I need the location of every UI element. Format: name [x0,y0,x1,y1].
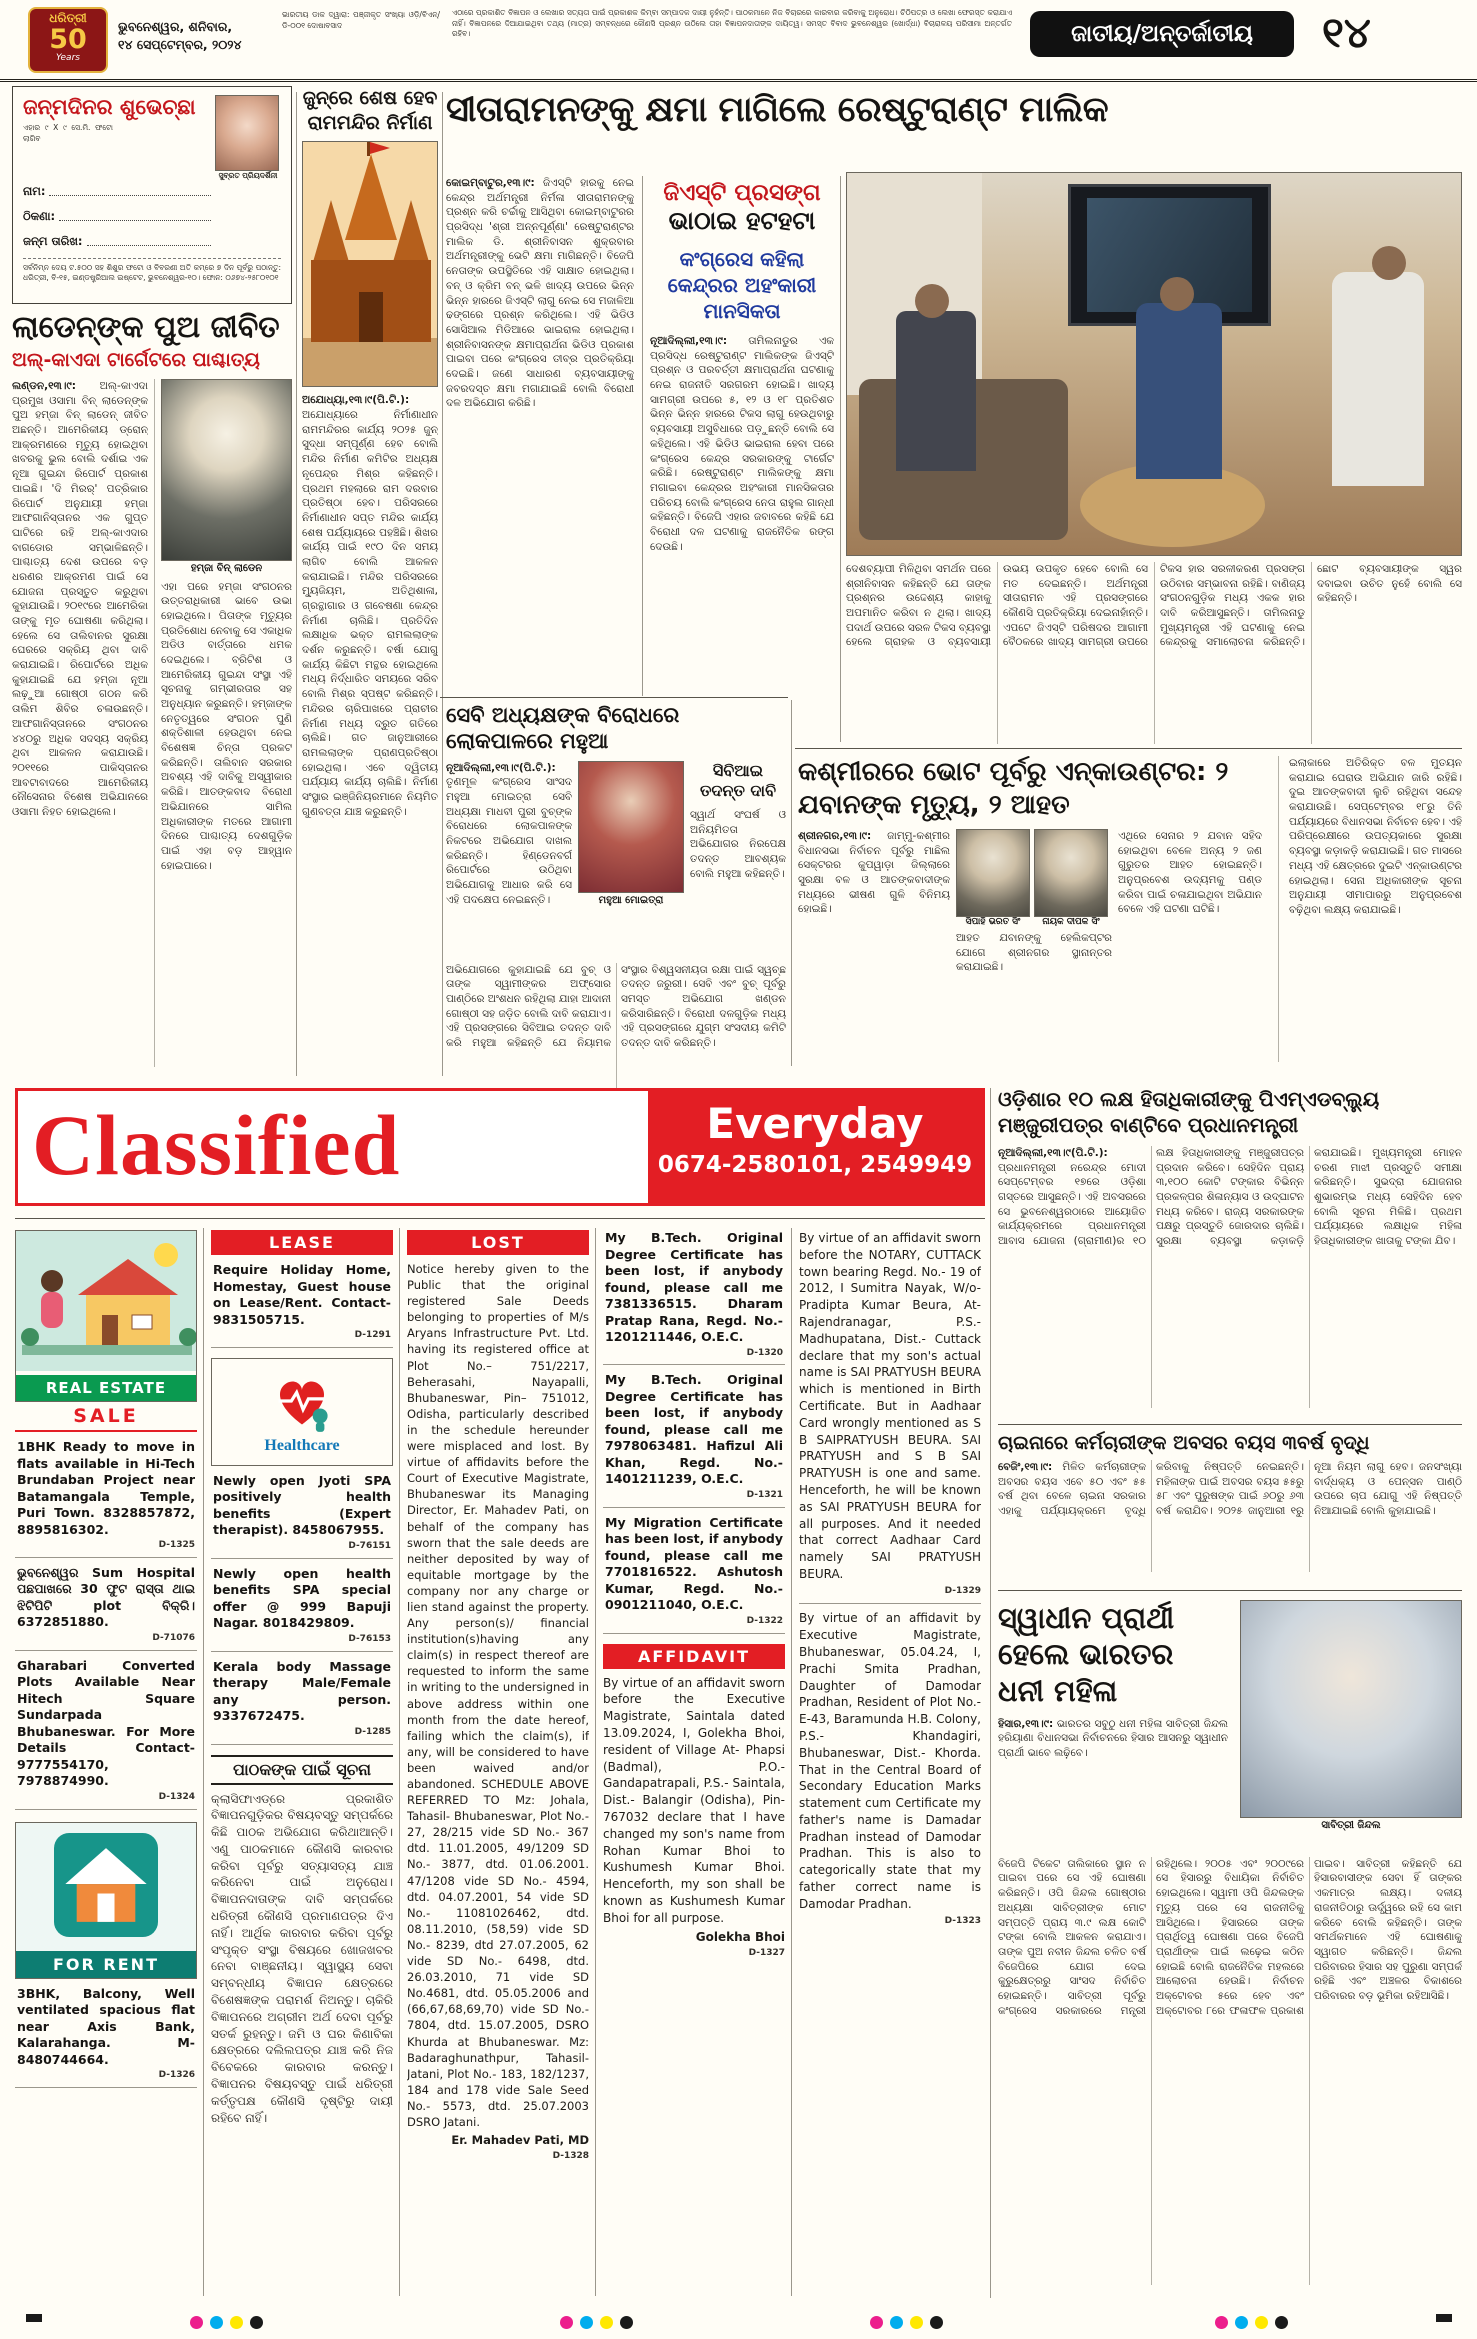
dotted-line [59,209,211,221]
ad-id: D-1329 [944,1585,981,1596]
mahua-photo [578,761,684,893]
registration-dots-group [560,2312,640,2331]
lost-notice-signature: Er. Mahadev Pati, MD [451,2133,589,2148]
pm-awas-body: ନୂଆଦିଲ୍ଲୀ,୧୩।୯(ପି.ଟି.): ପ୍ରଧାନମନ୍ତ୍ରୀ ନରେନ୍ଦ୍ର ମୋଦୀ ସେପ୍ଟେମ୍ବର ୧୭ରେ ଓଡ଼ିଶା ଗସ୍ତରେ ଆସୁଛନ୍ତି। ଏହି ଅବସରରେ ସେ ଭୁବନେଶ୍ୱରଠାରେ ଆୟୋଜିତ କାର୍ଯ୍ୟକ୍ରମରେ ପ୍ରଧାନମନ୍ତ୍ରୀ ଆବାସ ଯୋଜନା (ଗ୍ରାମୀଣ)ର ୧୦ ଲକ୍ଷ ହିତାଧିକାରୀଙ୍କୁ ମଞ୍ଜୁରୀପତ୍ର ପ୍ରଦାନ କରିବେ। ସେହିଦିନ ପ୍ରାୟ ୩,୧୦୦ କୋଟି ଟଙ୍କାର ବିଭିନ୍ନ ପ୍ରକଳ୍ପର ଶିଳାନ୍ୟାସ ଓ ଉଦ୍‌ଘାଟନ ମଧ୍ୟ କରିବେ। ରାଜ୍ୟ ସରକାରଙ୍କ ପକ୍ଷରୁ ପ୍ରସ୍ତୁତି ଜୋରଦାର ଚାଲିଛି। ସୁରକ୍ଷା ବ୍ୟବସ୍ଥା କଡ଼ାକଡ଼ି କରାଯାଇଛି। ମୁଖ୍ୟମନ୍ତ୍ରୀ ମୋହନ ଚରଣ ମାଝୀ ପ୍ରସ୍ତୁତି ସମୀକ୍ଷା କରିଛନ୍ତି। ସୁଭଦ୍ରା ଯୋଜନାର ଶୁଭାରମ୍ଭ ମଧ୍ୟ ସେହିଦିନ ହେବ ବୋଲି ସୂଚନା ମିଳିଛି। ପ୍ରଥମ ପର୍ଯ୍ୟାୟରେ ଲକ୍ଷାଧିକ ମହିଳା ହିତାଧିକାରୀଙ୍କ ଖାତାକୁ ଟଙ୍କା ଯିବ। [998,1147,1462,1248]
classified-ad: Gharabari Converted Plots Available Near Hitech Square Sundarpada Bhubaneswar. For More Details Contact- 9777554170, 7978874990. D-1324 [15,1651,197,1810]
registration-dot-yellow [1255,2316,1268,2329]
gst-dateline: ନୂଆଦିଲ୍ଲୀ,୧୩।୯: [650,335,728,347]
sale-label: SALE [15,1402,197,1432]
registration-dot-magenta [560,2316,573,2329]
kashmir-portrait-caption-1: ସିପାହି ଭରତ ସିଂ [965,917,1021,927]
birthday-field-address: ଠିକଣା: [23,209,213,224]
registration-dot-yellow [230,2316,243,2329]
article-gst [650,180,834,696]
article-jindal [998,1600,1462,2285]
lost-notice-body: Notice hereby given to the Public that the original registered Sale Deeds belonging to properties of M/s Aryans Infrastructure Pvt. Ltd. having its registered office at Plot No.– 751/2217, Beherasahi, Nayapalli, Bhubaneswar, Pin– 751012, Odisha, particularly described in the schedule hereunder were misplaced and lost. By virtue of affidavits before the Court of Executive Magistrate, Bhubaneswar its Managing Director, Er. Mahadev Pati, on behalf of the company has sworn that the sale deeds are neither deposited by way of equitable mortgage by the company nor any charge or lien stand against the property. Any person(s)/ financial institution(s)having any claim(s) in respect thereof are requested to inform the same in writing to the undersigned in above address within one month from the date hereof, failing which the claim(s), if any, will be considered to have been waived and/or abandoned. SCHEDULE ABOVE REFERRED TO Mz: Johala, Tahasil- Bhubaneswar, Plot No.- 27, 28/215 vide SD No.- 367 dtd. 11.01.2005, 49/1209 SD No.- 3877, dtd. 01.06.2001. 47/1208 vide SD No.- 4594, dtd. 04.07.2001, 54 vide SD No.- 11081026462, dtd. 08.11.2010, (58,59) vide SD No.- 8239, dtd 27.07.2005, 62 vide SD No.- 6498, dtd. 26.03.2010, 71 vide SD No.4681, dtd. 05.05.2006 and (66,67,68,69,70) vide SD No.- 7804, dtd. 15.07.2005, DSRO Khurda at Bhubaneswar. Mz: Badaraghunathpur, Tahasil- Jatani, Plot No.- 183, 182/1237, 184 and 178 vide Sale Seed No.- 5573, dtd. 25.07.2003 DSRO Jatani. Er. Mahadev Pati, MD D-1328 [407,1262,589,2162]
ad-id: D-1291 [354,1330,391,1340]
gst-kicker-red: ଜିଏସ୍‌ଟି ପ୍ରସଙ୍ଗ [663,180,821,206]
classified-ad: ଭୁବନେଶ୍ୱର Sum Hospital ପଛପାଖରେ 30 ଫୁଟ ରାସ୍ତା ଥାଇ ଝିଟିପିଟି plot ବିକ୍ରି। 6372851880. D-71076 [15,1558,197,1651]
ad-id: D-1326 [158,2070,195,2081]
sitharaman-headline: ସୀତାରାମନଙ୍କୁ କ୍ଷମା ମାଗିଲେ ରେଷ୍ଟୁରାଣ୍ଟ ମାଲିକ [446,90,1109,130]
ram-headline: ଜୁନ୍‌ରେ ଶେଷ ହେବ ରାମମନ୍ଦିର ନିର୍ମାଣ [302,87,438,134]
ad-id: D-1320 [746,1347,783,1358]
affidavit-sai-pratyush: By virtue of an affidavit sworn before the NOTARY, CUTTACK town bearing Regd. No.- 19 of 2012, I Sumitra Nayak, W/o- Pradipta Kumar Beura, At- Rajendranagar, P.S.- Madhupatana, Dist.- Cuttack declare that my son's actual name is SAI PRATYUSH BEURA which is mentioned in Birth Certificate. But in Aadhaar Card wrongly mentioned as S B SAIPRATYUSH BEURA. SAI PRATYUSH and S B SAI PRATYUSH is one and same. Henceforth, he will be known as SAI PRATYUSH BEURA for all purposes. And it needed that correct Aadhaar Card namely SAI PRATYUSH BEURA. D-1329 [799,1230,981,1604]
mahua-headline: ସେବି ଅଧ୍ୟକ୍ଷଙ୍କ ବିରୋଧରେ ଲୋକପାଳରେ ମହୁଆ [446,703,680,754]
laden-photo-caption: ହମ୍‌ଜା ବିନ୍ ଲାଡେନ [190,563,263,574]
mahua-body-col1: ନୂଆଦିଲ୍ଲୀ,୧୩।୯(ପି.ଟି.): ତୃଣମୂଳ କଂଗ୍ରେସ ସାଂସଦ ମହୁଆ ମୋଇତ୍ରା ସେବି ଅଧ୍ୟକ୍ଷା ମାଧବୀ ପୁରୀ ବୁଚ୍‌ଙ୍କ ବିରୋଧରେ ଲୋକପାଳଙ୍କ ନିକଟରେ ଅଭିଯୋଗ ଦାଖଲ କରିଛନ୍ତି। ହିଣ୍ଡେନବର୍ଗ ରିପୋର୍ଟରେ ଉଠିଥିବା ଅଭିଯୋଗକୁ ଆଧାର କରି ସେ ଏହି ପଦକ୍ଷେପ ନେଇଛନ୍ତି। [446,761,572,906]
ad-id: D-1328 [552,2151,589,2162]
article-kashmir [798,756,1462,1062]
classified-ad: My B.Tech. Original Degree Certificate has been lost, if anybody found, please call me 7978063481. Hafizul Ali Khan, Regd. No.- 1401211239, O.E.C. D-1321 [603,1365,785,1507]
classified-ad: Require Holiday Home, Homestay, Guest house on Lease/Rent. Contact-9831505715. D-1291 [211,1255,393,1348]
ad-id: D-71076 [152,1632,195,1643]
kashmir-body-col1: ଶ୍ରୀନଗର,୧୩।୯: ଜାମ୍ମୁ-କଶ୍ମୀର ବିଧାନସଭା ନିର୍ବାଚନ ପୂର୍ବରୁ ମାଛିଲ ସେକ୍ଟରର କୁପୱାଡ଼ା ଜିଲ୍ଲାରେ ସୁରକ୍ଷା ବଳ ଓ ଆତଙ୍କବାଦୀଙ୍କ ମଧ୍ୟରେ ଭୀଷଣ ଗୁଳି ବିନିମୟ ହୋଇଛି। [798,830,950,916]
gst-kicker-black: ଭାଠାଇ ହଟହଟା [668,206,816,235]
sitharaman-body-bottom: ଦେଶବ୍ୟାପୀ ମିଳିଥିବା ସମର୍ଥନ ପରେ ଶ୍ରୀନିବାସନ କହିଛନ୍ତି ଯେ ତାଙ୍କ ପ୍ରଶ୍ନର ଉଦ୍ଦେଶ୍ୟ କାହାକୁ ଅପମାନିତ କରିବା ନ ଥିଲା। ଖାଦ୍ୟ ପଦାର୍ଥ ଉପରେ ସରଳ ଟିକସ ବ୍ୟବସ୍ଥା ହେଲେ ଗ୍ରାହକ ଓ ବ୍ୟବସାୟୀ ଉଭୟ ଉପକୃତ ହେବେ ବୋଲି ସେ ମତ ଦେଇଛନ୍ତି। ଅର୍ଥମନ୍ତ୍ରୀ ସୀତାରାମନ ଏହି ପ୍ରସଙ୍ଗରେ କୌଣସି ପ୍ରତିକ୍ରିୟା ଦେଇନାହାଁନ୍ତି। ଏପଟେ ଜିଏସ୍‌ଟି ପରିଷଦର ଆଗାମୀ ବୈଠକରେ ଖାଦ୍ୟ ସାମଗ୍ରୀ ଉପରେ ଟିକସ ହାର ସରଳୀକରଣ ପ୍ରସଙ୍ଗ ଉଠିବାର ସମ୍ଭାବନା ରହିଛି। ବାଣିଜ୍ୟ ସଂଗଠନଗୁଡ଼ିକ ମଧ୍ୟ ଏକକ ହାର ଦାବି କରିଆସୁଛନ୍ତି। ତାମିଲନାଡୁ ମୁଖ୍ୟମନ୍ତ୍ରୀ ଏହି ଘଟଣାକୁ ନେଇ କେନ୍ଦ୍ରକୁ ସମାଲୋଚନା କରିଛନ୍ତି। ଛୋଟ ବ୍ୟବସାୟୀଙ୍କ ସ୍ୱର ଦବାଇବା ଉଚିତ ନୁହେଁ ବୋଲି ସେ କହିଛନ୍ତି। [846,563,1462,649]
sitharaman-photo [846,172,1462,556]
section-rule [795,748,1462,749]
ad-id: D-1323 [944,1915,981,1926]
gst-body: ନୂଆଦିଲ୍ଲୀ,୧୩।୯: ତାମିଲନାଡୁର ଏକ ପ୍ରସିଦ୍ଧ ରେଷ୍ଟୁରାଣ୍ଟ ମାଲିକଙ୍କ ଜିଏସ୍‌ଟି ପ୍ରଶ୍ନ ଓ ପରବର୍ତ୍ତୀ କ୍ଷମାପ୍ରାର୍ଥନା ଘଟଣାକୁ ନେଇ ରାଜନୀତି ସରଗରମ ହୋଇଛି। ଖାଦ୍ୟ ସାମଗ୍ରୀ ଉପରେ ୫, ୧୨ ଓ ୧୮ ପ୍ରତିଶତ ଭିନ୍ନ ଭିନ୍ନ ହାରରେ ଟିକସ ଲାଗୁ ହେଉଥିବାରୁ ବ୍ୟବସାୟୀ ଅସୁବିଧାରେ ପଡ଼ୁଛନ୍ତି ବୋଲି ସେ କହିଥିଲେ। ଏହି ଭିଡିଓ ଭାଇରାଲ ହେବା ପରେ କଂଗ୍ରେସ କେନ୍ଦ୍ର ସରକାରଙ୍କୁ ଟାର୍ଗେଟ କରିଛି। ରେଷ୍ଟୁରାଣ୍ଟ ମାଲିକଙ୍କୁ କ୍ଷମା ମଗାଇବା କେନ୍ଦ୍ରର ଅହଂକାରୀ ମାନସିକତାର ପରିଚୟ ବୋଲି କଂଗ୍ରେସ ନେତା ରାହୁଲ ଗାନ୍ଧୀ କହିଛନ୍ତି। ବିଜେପି ଏହାର ଜବାବରେ କହିଛି ଯେ ବିରୋଧୀ ଦଳ ଘଟଣାକୁ ରାଜନୈତିକ ରଙ୍ଗ ଦେଉଛି। [650,335,834,553]
laden-photo-figure [161,379,292,576]
sitharaman-photo-figure [846,172,1462,556]
article-ram-mandir [302,86,438,1065]
china-headline: ଚାଇନାରେ କର୍ମଚାରୀଙ୍କ ଅବସର ବୟସ ୩ବର୍ଷ ବୃଦ୍ଧି [998,1432,1370,1454]
temple-illustration [303,142,438,387]
birthday-photo-note: ଏହାର ୯ X ୯ ସେ.ମି. ଫଟୋ ଲାଗିବ [23,123,113,143]
for-rent-ad-box [15,1822,197,1979]
column-rule [399,1228,400,2296]
birthday-field-name: ନାମ: [23,184,213,199]
paper-logo-years: Years [56,53,80,63]
sitharaman-dateline: କୋଇମ୍ବାଟୁର,୧୩।୯: [446,177,535,189]
dotted-line [87,234,211,246]
paper-logo-name: ଧରିତ୍ରୀ [49,11,87,25]
birthday-photo [215,95,279,171]
laden-photo [161,379,292,561]
affidavit-prachi: By virtue of an affidavit by Executive Magistrate, Bhubaneswar, 05.04.24, I, Prachi Smita Pradhan, Daughter of Damodar Pradhan, Resident of Plot No.- E-43, Baramunda H.B. Colony, P.S.- Khandagiri, Bhubaneswar, Dist.- Khorda. That in the Central Board of Secondary Education Marks statement cum Certificate my father's name is Damadar Pradhan instead of Damodar Pradhan. This is also to categorically state that my father correct name is Damodar Pradhan. D-1323 [799,1611,981,1926]
edition-date-line: ୧୪ ସେପ୍ଟେମ୍ବର, ୨୦୨୪ [118,37,242,53]
registration-dot-yellow [600,2316,613,2329]
kashmir-portrait-2 [1034,829,1108,917]
classified-banner [15,1088,985,1206]
paper-logo-badge-50: 50 [49,24,87,55]
sitharaman-body-left: କୋଇମ୍ବାଟୁର,୧୩।୯: ଜିଏସ୍‌ଟି ହାରକୁ ନେଇ କେନ୍ଦ୍ର ଅର୍ଥମନ୍ତ୍ରୀ ନିର୍ମଳା ସୀତାରାମନଙ୍କୁ ପ୍ରଶ୍ନ କରି ଚର୍ଚ୍ଚାକୁ ଆସିଥିବା କୋଇମ୍ବାଟୁରର ପ୍ରସିଦ୍ଧ 'ଶ୍ରୀ ଅନ୍ନପୂର୍ଣ୍ଣା' ରେଷ୍ଟୁରାଣ୍ଟର ମାଲିକ ଡି. ଶ୍ରୀନିବାସନ ଶୁକ୍ରବାର ଅର୍ଥମନ୍ତ୍ରୀଙ୍କୁ ଭେଟି କ୍ଷମା ମାଗିଛନ୍ତି। ବିଜେପି ନେତାଙ୍କ ଉପସ୍ଥିତିରେ ଏହି ସାକ୍ଷାତ ହୋଇଥିଲା। ବନ୍ ଓ କ୍ରିମ ବନ୍ ଭଳି ଖାଦ୍ୟ ଉପରେ ଭିନ୍ନ ଭିନ୍ନ ହାରରେ ଜିଏସ୍‌ଟି ଲାଗୁ ନେଇ ସେ ମଜାଳିଆ ଢଙ୍ଗରେ ପ୍ରଶ୍ନ କରିଥିଲେ। ଏହି ଭିଡିଓ ସୋସିଆଲ ମିଡିଆରେ ଭାଇରାଲ ହୋଇଥିଲା। ଶ୍ରୀନିବାସନଙ୍କ କ୍ଷମାପ୍ରାର୍ଥନା ଭିଡିଓ ପ୍ରକାଶ ପାଇବା ପରେ କଂଗ୍ରେସ ତୀବ୍ର ପ୍ରତିକ୍ରିୟା ଦେଇଛି। ଜଣେ ସାଧାରଣ ବ୍ୟବସାୟୀଙ୍କୁ ଜବରଦସ୍ତ କ୍ଷମା ମଗାଯାଇଛି ବୋଲି ବିରୋଧୀ ଦଳ ଅଭିଯୋଗ କରିଛି। [446,177,634,410]
ad-id: D-1321 [746,1489,783,1500]
registration-dot-magenta [1215,2316,1228,2329]
classified-ad: My Migration Certificate has been lost, if anybody found, please call me 7701816522. Ashutosh Kumar, Regd. No.- 0901211040, O.E.C. D-1322 [603,1508,785,1634]
laden-subhead: ଅଲ୍-କାଏଦା ଟାର୍ଗେଟରେ ପାଶ୍ଚାତ୍ୟ [12,349,260,371]
real-estate-band: REAL ESTATE [16,1375,196,1401]
laden-body-col2: ହମ୍‌ଜା ବିନ୍ ଲାଡେନ ଏହା ପରେ ହମ୍‌ଜା ସଂଗଠନର ଉତ୍ତରାଧିକାରୀ ଭାବେ ଉଭା ହୋଇଥିଲେ। ପିତାଙ୍କ ମୃତ୍ୟୁର ପ୍ରତିଶୋଧ ନେବାକୁ ସେ ଏକାଧିକ ଅଡିଓ ବାର୍ତ୍ତାରେ ଧମକ ଦେଇଥିଲେ। ବ୍ରିଟିଶ ଓ ଆମେରିକୀୟ ଗୁଇନ୍ଦା ସଂସ୍ଥା ଏହି ସୂଚନାକୁ ଗମ୍ଭୀରତାର ସହ ଅନୁଧ୍ୟାନ କରୁଛନ୍ତି। ହମ୍‌ଜାଙ୍କ ନେତୃତ୍ୱରେ ସଂଗଠନ ପୁଣି ଶକ୍ତିଶାଳୀ ହେଉଥିବା ନେଇ ବିଶେଷଜ୍ଞ ଚିନ୍ତା ପ୍ରକଟ କରିଛନ୍ତି। ତାଲିବାନ ସରକାର ଅବଶ୍ୟ ଏହି ଦାବିକୁ ଅସ୍ୱୀକାର କରିଛି। ଆତଙ୍କବାଦ ବିରୋଧୀ ଅଭିଯାନରେ ସାମିଲ ଅଧିକାରୀଙ୍କ ମତରେ ଆଗାମୀ ଦିନରେ ପାଶ୍ଚାତ୍ୟ ଦେଶଗୁଡ଼ିକ ପାଇଁ ଏହା ବଡ଼ ଆହ୍ୱାନ ହୋଇପାରେ। [154,379,292,1067]
mahua-photo-caption: ମହୁଆ ମୋଇତ୍ରା [598,894,664,906]
classified-col-certificates [603,1230,785,1960]
registration-corner-mark [1436,2314,1452,2322]
laden-dateline: ଲଣ୍ଡନ,୧୩।୯: [12,380,76,392]
article-laden [12,310,292,1067]
column-rule [791,1228,792,2296]
classified-ad: Kerala body Massage therapy Male/Female any person. 9337672475. D-1285 [211,1652,393,1745]
section-label [1030,11,1294,57]
masthead-disclaimer: ଏଠାରେ ପ୍ରକାଶିତ ବିଜ୍ଞାପନ ଓ ଲେଖାର ସତ୍ୟତା ପାଇଁ ପ୍ରକାଶକ କିମ୍ବା ସମ୍ପାଦକ ଦାୟୀ ନୁହଁନ୍ତି। ପାଠକମାନେ ନିଜ ବିଚାରରେ କାରବାର କରିବାକୁ ଅନୁରୋଧ। ଚିଠିପତ୍ର ଓ ଲେଖା ଫେରସ୍ତ କରାଯାଏ ନାହିଁ। ବିଜ୍ଞାପନରେ ଦିଆଯାଇଥିବା ତଥ୍ୟ (ମାତ୍ର) ସମ୍ବନ୍ଧରେ କୌଣସି ପ୍ରଶ୍ନ ଉଠିଲେ ତାହା ବିଜ୍ଞାପନଦାତାଙ୍କ ଦାୟିତ୍ୱ। ସମସ୍ତ ବିବାଦ ଭୁବନେଶ୍ୱର (ଖୋର୍ଦ୍ଧା) ବିଚାରାଳୟ ପରିସୀମା ଅନ୍ତର୍ଗତ ରହିବ। [452,8,1012,38]
mahua-body-col2: ସ୍ୱାର୍ଥ ସଂଘର୍ଷ ଓ ଅନିୟମିତତା ଅଭିଯୋଗର ନିରପେକ୍ଷ ତଦନ୍ତ ଆବଶ୍ୟକ ବୋଲି ମହୁଆ କହିଛନ୍ତି। [690,809,786,880]
classified-ad: My B.Tech. Original Degree Certificate has been lost, if anybody found, please call me 7381336515. Dharam Pratap Rana, Regd. No.- 1201211446, O.E.C. D-1320 [603,1230,785,1365]
for-rent-house-icon [54,1833,158,1937]
kashmir-body-right: ଇଲାକାରେ ଅତିରିକ୍ତ ବଳ ମୁତୟନ କରାଯାଇ ଘେରାଉ ଅଭିଯାନ ଜାରି ରହିଛି। ଦୁଇ ଆତଙ୍କବାଦୀ ଲୁଚି ରହିଥିବା ସନ୍ଦେହ କରାଯାଉଛି। ସେପ୍ଟେମ୍ବର ୧୮ରୁ ତିନି ପର୍ଯ୍ୟାୟରେ ବିଧାନସଭା ନିର୍ବାଚନ ହେବ। ଏହି ପରିପ୍ରେକ୍ଷୀରେ ଉପତ୍ୟକାରେ ସୁରକ୍ଷା ବ୍ୟବସ୍ଥା କଡ଼ାକଡ଼ି କରାଯାଇଛି। ଗତ ମାସରେ ମଧ୍ୟ ଏହି କ୍ଷେତ୍ରରେ ଦୁଇଟି ଏନ୍‌କାଉଣ୍ଟର ହୋଇଥିଲା। ସେନା ଅଧିକାରୀଙ୍କ ସୂଚନା ଅନୁଯାୟୀ ସୀମାପାରରୁ ଅନୁପ୍ରବେଶ ବଢ଼ିଥିବା ଲକ୍ଷ୍ୟ କରାଯାଇଛି। [1278,756,1462,1062]
kashmir-portraits-col [956,829,1112,1055]
ram-dateline: ଅଯୋଧ୍ୟା,୧୩।୯(ପି.ଟି.): [302,394,410,407]
jindal-left-col [998,1600,1228,1847]
article-pm-awas [998,1086,1462,1408]
kashmir-body-col2: ଆହତ ଯବାନଙ୍କୁ ହେଲିକପ୍ଟର ଯୋଗେ ଶ୍ରୀନଗର ସ୍ଥାନାନ୍ତର କରାଯାଇଛି। [956,932,1112,974]
column-rule [203,1228,204,2296]
kashmir-dateline: ଶ୍ରୀନଗର,୧୩।୯: [798,830,872,842]
real-estate-ad-box [15,1230,197,1402]
column-rule [442,92,443,1076]
column-rule [642,176,643,696]
classified-everyday-label: Everyday [706,1099,924,1148]
pm-awas-headline: ଓଡ଼ିଶାର ୧୦ ଲକ୍ଷ ହିତାଧିକାରୀଙ୍କୁ ପିଏମ୍‌ଏଡବ୍ଲ୍ୟୁ ମଞ୍ଜୁରୀପତ୍ର ବାଣ୍ଟିବେ ପ୍ରଧାନମନ୍ତ୍ରୀ [998,1087,1380,1137]
article-mahua [446,702,786,1089]
jindal-photo [1240,1600,1462,1818]
classified-banner-word: Classified [32,1097,401,1193]
registration-dots-group [190,2312,270,2331]
birthday-photo-caption: ସୁବ୍ରତ ପ୍ରିୟଦର୍ଶିନୀ [218,171,278,180]
reader-notice-title: ପାଠକଙ୍କ ପାଇଁ ସୂଚନା [211,1755,393,1785]
jindal-body-lead: ହିସାର,୧୩।୯: ଭାରତର ସବୁଠୁ ଧନୀ ମହିଳା ସାବିତ୍ରୀ ଜିନ୍ଦଲ ହରିୟାଣା ବିଧାନସଭା ନିର୍ବାଚନରେ ହିସାର ଆସନରୁ ସ୍ୱାଧୀନ ପ୍ରାର୍ଥୀ ଭାବେ ଲଢ଼ିବେ। [998,1717,1228,1760]
birthday-field-dob: ଜନ୍ମ ତାରିଖ: [23,234,213,249]
birthday-footer-note: ସର୍ବନିମ୍ନ ଦେୟ ଟ.୫୦୦ ସହ ଶିଶୁର ଫଟୋ ଓ ବିବରଣୀ ଅତି କମ୍‌ରେ ୭ ଦିନ ପୂର୍ବରୁ ପଠାନ୍ତୁ: ଧରିତ୍ରୀ, ବି-୧୫, ଇଣ୍ଡଷ୍ଟ୍ରିଆଲ ଇଷ୍ଟେଟ, ଭୁବନେଶ୍ୱର-୧୦। ଫୋନ: ୦୬୭୪-୨୫୮୦୧୦୧ [23,258,281,284]
lost-header: LOST [407,1230,589,1255]
kashmir-portrait-figure-2 [1034,829,1108,927]
ad-id: D-1324 [158,1791,195,1802]
classified-ad: Newly open Jyoti SPA positively health benefits (Expert therapist). 8458067955. D-76151 [211,1466,393,1559]
registration-dot-magenta [870,2316,883,2329]
birthday-title: ଜନ୍ମଦିନର ଶୁଭେଚ୍ଛା [23,95,196,119]
classified-col-lease [211,1230,393,2261]
edition-date [118,18,274,54]
column-rule [840,176,841,742]
china-body: ବେଜିଂ,୧୩।୯: ମିଳିତ କର୍ମଚାରୀଙ୍କ ଅବସର ବୟସ ଏବେ ୫୦ ଏବଂ ୫୫ ବର୍ଷ ଥିବା ବେଳେ ଚାଇନା ସରକାର ଏହାକୁ ପର୍ଯ୍ୟାୟକ୍ରମେ ବୃଦ୍ଧି କରିବାକୁ ନିଷ୍ପତ୍ତି ନେଇଛନ୍ତି। ମହିଳାଙ୍କ ପାଇଁ ଅବସର ବୟସ ୫୫ରୁ ୫୮ ଏବଂ ପୁରୁଷଙ୍କ ପାଇଁ ୬୦ରୁ ୬୩ ବର୍ଷ କରାଯିବ। ୨୦୨୫ ଜାନୁଆରୀ ୧ରୁ ନୂଆ ନିୟମ ଲାଗୁ ହେବ। ଜନସଂଖ୍ୟା ବାର୍ଦ୍ଧକ୍ୟ ଓ ପେନ୍‌ସନ ପାଣ୍ଠି ଉପରେ ଚାପ ଯୋଗୁ ଏହି ନିଷ୍ପତ୍ତି ନିଆଯାଇଛି ବୋଲି କୁହାଯାଇଛି। [998,1461,1462,1518]
ad-id: D-1285 [354,1726,391,1737]
registration-dot-black [250,2316,263,2329]
photo-person-right-head [1372,246,1406,280]
ad-id: D-76151 [348,1540,391,1551]
registration-dot-cyan [580,2316,593,2329]
classified-ad: 3BHK, Balcony, Well ventilated spacious flat near Axis Bank, Kalarahanga. M-8480744664. D-1326 [15,1979,197,2088]
classified-col-affidavits [799,1230,981,1927]
photo-person-middle [1136,303,1222,479]
article-sitharaman [446,90,1462,130]
affidavit-header: AFFIDAVIT [603,1644,785,1669]
ram-body: ଅଯୋଧ୍ୟା,୧୩।୯(ପି.ଟି.): ଅଯୋଧ୍ୟାରେ ନିର୍ମାଣାଧୀନ ରାମମନ୍ଦିରର କାର୍ଯ୍ୟ ୨୦୨୫ ଜୁନ୍ ସୁଦ୍ଧା ସମ୍ପୂର୍ଣ୍ଣ ହେବ ବୋଲି ମନ୍ଦିର ନିର୍ମାଣ କମିଟିର ଅଧ୍ୟକ୍ଷ ନୃପେନ୍ଦ୍ର ମିଶ୍ର କହିଛନ୍ତି। ପ୍ରଥମ ମହଲାରେ ରାମ ଦରବାର ପ୍ରତିଷ୍ଠା ହେବ। ପରିସରରେ ନିର୍ମାଣାଧୀନ ସପ୍ତ ମନ୍ଦିର କାର୍ଯ୍ୟ ଶେଷ ପର୍ଯ୍ୟାୟରେ ପହଞ୍ଚିଛି। ଶିଖର କାର୍ଯ୍ୟ ପାଇଁ ୧୯୦ ଦିନ ସମୟ ଲାଗିବ ବୋଲି ଆକଳନ କରାଯାଇଛି। ମନ୍ଦିର ପରିସରରେ ମ୍ୟୁଜିୟମ, ଅତିଥିଶାଳା, ଗ୍ରନ୍ଥାଗାର ଓ ଗବେଷଣା କେନ୍ଦ୍ର ନିର୍ମାଣ ଚାଲିଛି। ପ୍ରତିଦିନ ଲକ୍ଷାଧିକ ଭକ୍ତ ରାମଲଲାଙ୍କ ଦର୍ଶନ କରୁଛନ୍ତି। ବର୍ଷା ଯୋଗୁ କାର୍ଯ୍ୟ କିଛିଟା ମନ୍ଥର ହୋଇଥିଲେ ମଧ୍ୟ ନିର୍ଦ୍ଧାରିତ ସମୟରେ ସରିବ ବୋଲି ମିଶ୍ର ସ୍ପଷ୍ଟ କରିଛନ୍ତି। ମନ୍ଦିରର ଚାରିପାଖରେ ପ୍ରାଚୀର ନିର୍ମାଣ ମଧ୍ୟ ଦ୍ରୁତ ଗତିରେ ଚାଲିଛି। ଗତ ଜାନୁଆରୀରେ ରାମଲଲାଙ୍କ ପ୍ରାଣପ୍ରତିଷ୍ଠା ହୋଇଥିଲା। ଏବେ ଦ୍ୱିତୀୟ ପର୍ଯ୍ୟାୟ କାର୍ଯ୍ୟ ଚାଲିଛି। ନିର୍ମାଣ ସଂସ୍ଥାର ଇଞ୍ଜିନିୟରମାନେ ନିୟମିତ ଗୁଣବତ୍ତା ଯାଞ୍ଚ କରୁଛନ୍ତି। [302,394,438,818]
section-rule [998,1424,1462,1425]
ad-id: D-1322 [746,1615,783,1626]
paper-logo [28,7,108,73]
classified-ad: Newly open health benefits SPA special offer @ 999 Bapuji Nagar. 8018429809. D-76153 [211,1559,393,1652]
registration-dot-magenta [190,2316,203,2329]
registration-dots-group [1215,2312,1295,2331]
affidavit-signature: Golekha Bhoi [695,1929,785,1944]
jindal-dateline: ହିସାର,୧୩।୯: [998,1717,1054,1730]
postal-note: ଭାରତୀୟ ଡାକ ଦ୍ୱାରା: ପଞ୍ଜୀକୃତ ସଂଖ୍ୟା ଓଡ଼ି/ବିଏନ୍/ଡି-୦୦୧ ଦୋଷାବସାଦ [282,10,440,30]
healthcare-label: Healthcare [264,1436,340,1454]
registration-dots-group [870,2312,950,2331]
ram-photo-figure [302,141,438,387]
healthcare-ad-box [211,1358,393,1466]
china-dateline: ବେଜିଂ,୧୩।୯: [998,1461,1053,1473]
column-rule [791,700,792,1066]
jindal-headline: ସ୍ୱାଧୀନ ପ୍ରାର୍ଥୀ ହେଲେ ଭାରତର ଧନୀ ମହିଳା [998,1601,1175,1708]
jindal-photo-figure [1240,1600,1462,1847]
classified-banner-right [648,1091,982,1203]
kashmir-portrait-caption-2: ନାୟକ ଦୀପକ ସିଂ [1042,917,1100,927]
laden-headline: ଲାଡେନ୍‌ଙ୍କ ପୁଅ ଜୀବିତ [12,310,280,345]
photo-person-right [1332,272,1424,486]
birthday-wishes-box [12,86,292,304]
ram-temple-photo [302,141,438,387]
section-label-text: ଜାତୀୟ/ଅନ୍ତର୍ଜାତୀୟ [1071,21,1253,47]
birthday-photo-figure [215,95,281,182]
affidavit-golekha: By virtue of an affidavit sworn before the Executive Magistrate, Saintala dated 13.09.2024, I, Golekha Bhoi, resident of Village At- Phapsi (Badmal), P.O.- Gandapatrapali, P.S.- Saintala, Dist.- Balangir (Odisha), Pin-767032 declare that I have changed my son's name from Rohan Kumar Bhoi to Kushumesh Kumar Bhoi. Henceforth, my son shall be known as Kushumesh Kumar Bhoi for all purpose. Golekha Bhoi D-1327 [603,1675,785,1959]
article-china [998,1432,1462,1572]
for-rent-band: FOR RENT [16,1951,196,1978]
registration-dot-cyan [210,2316,223,2329]
photo-person-middle-head [1160,277,1194,311]
registration-corner-mark [26,2314,42,2322]
kashmir-body-col3: ଏଥିରେ ସେନାର ୨ ଯବାନ ସହିଦ ହୋଇଥିବା ବେଳେ ଅନ୍ୟ ୨ ଜଣ ଗୁରୁତର ଆହତ ହୋଇଛନ୍ତି। ଅନୁପ୍ରବେଶ ଉଦ୍ୟମକୁ ପଣ୍ଡ କରିବା ପାଇଁ ଚଳାଯାଇଥିବା ଅଭିଯାନ ବେଳେ ଏହି ଘଟଣା ଘଟିଛି। [1118,830,1262,916]
dotted-line [49,184,211,196]
real-estate-illustration [16,1231,197,1371]
mahua-subhead: ସିବିଆଇ ତଦନ୍ତ ଦାବି [700,760,776,801]
lease-header: LEASE [211,1230,393,1255]
ad-id: D-1325 [158,1540,195,1550]
kashmir-portrait-1 [956,829,1030,917]
section-rule [15,1218,985,1219]
ad-id: D-1327 [748,1948,785,1959]
kashmir-portrait-figure-1 [956,829,1030,927]
registration-dot-cyan [1235,2316,1248,2329]
ad-id: D-76153 [348,1633,391,1644]
print-registration-strip [0,2306,1477,2336]
page-number: ୧୪ [1322,8,1371,57]
registration-dot-black [1275,2316,1288,2329]
registration-dot-yellow [910,2316,923,2329]
mahua-body-bottom: ଅଭିଯୋଗରେ କୁହାଯାଇଛି ଯେ ବୁଚ୍ ଓ ତାଙ୍କ ସ୍ୱାମୀଙ୍କର ଅଫ୍‌ସୋର ପାଣ୍ଠିରେ ଅଂଶଧନ ରହିଥିଲା ଯାହା ଆଦାନୀ ଗୋଷ୍ଠୀ ସହ ଜଡ଼ିତ ବୋଲି ଦାବି କରାଯାଏ। ଏହି ପ୍ରସଙ୍ଗରେ ସିବିଆଇ ତଦନ୍ତ ଦାବି କରି ମହୁଆ କହିଛନ୍ତି ଯେ ନିୟାମକ ସଂସ୍ଥାର ବିଶ୍ୱସନୀୟତା ରକ୍ଷା ପାଇଁ ସ୍ୱଚ୍ଛ ତଦନ୍ତ ଜରୁରୀ। ସେବି ଏବଂ ବୁଚ୍ ପୂର୍ବରୁ ସମସ୍ତ ଅଭିଯୋଗ ଖଣ୍ଡନ କରିସାରିଛନ୍ତି। ବିରୋଧୀ ଦଳଗୁଡ଼ିକ ମଧ୍ୟ ଏହି ପ୍ରସଙ୍ଗରେ ଯୁଗ୍ମ ସଂସଦୀୟ କମିଟି ତଦନ୍ତ ଦାବି କରିଛନ୍ତି। [446,963,786,1049]
classified-phone-number: 0674-2580101, 2549949 [657,1152,973,1178]
column-rule [990,1088,991,2298]
mahua-right-col [690,761,786,957]
photo-person-left-head [915,284,949,318]
gst-subhead: କଂଗ୍ରେସ କହିଲା କେନ୍ଦ୍ରର ଅହଂକାରୀ ମାନସିକତା [667,247,817,323]
kashmir-main-col [798,756,1266,1062]
mahua-dateline: ନୂଆଦିଲ୍ଲୀ,୧୩।୯(ପି.ଟି.): [446,761,556,774]
kashmir-headline: କଶ୍ମୀରରେ ଭୋଟ ପୂର୍ବରୁ ଏନ୍‌କାଉଣ୍ଟର: ୨ ଯବାନଙ୍କ ମୃତ୍ୟୁ, ୨ ଆହତ [798,757,1229,820]
registration-dot-black [930,2316,943,2329]
jindal-body: ବିଜେପି ଟିକେଟ ତାଲିକାରେ ସ୍ଥାନ ନ ପାଇବା ପରେ ସେ ଏହି ଘୋଷଣା କରିଛନ୍ତି। ଓପି ଜିନ୍ଦଲ ଗୋଷ୍ଠୀର ଅଧ୍ୟକ୍ଷା ସାବିତ୍ରୀଙ୍କ ମୋଟ ସମ୍ପତ୍ତି ପ୍ରାୟ ୩.୯ ଲକ୍ଷ କୋଟି ଟଙ୍କା ବୋଲି ଆକଳନ କରାଯାଏ। ତାଙ୍କ ପୁଅ ନବୀନ ଜିନ୍ଦଲ ଚଳିତ ବର୍ଷ ବିଜେପିରେ ଯୋଗ ଦେଇ କୁରୁକ୍ଷେତ୍ରରୁ ସାଂସଦ ନିର୍ବାଚିତ ହୋଇଛନ୍ତି। ସାବିତ୍ରୀ ପୂର୍ବରୁ କଂଗ୍ରେସ ସରକାରରେ ମନ୍ତ୍ରୀ ରହିଥିଲେ। ୨୦୦୫ ଏବଂ ୨୦୦୯ରେ ସେ ହିସାରରୁ ବିଧାୟିକା ନିର୍ବାଚିତ ହୋଇଥିଲେ। ସ୍ୱାମୀ ଓପି ଜିନ୍ଦଲଙ୍କ ମୃତ୍ୟୁ ପରେ ସେ ରାଜନୀତିକୁ ଆସିଥିଲେ। ହିସାରରେ ତାଙ୍କ ପ୍ରାର୍ଥିତ୍ୱ ଘୋଷଣା ପରେ ବିଜେପି ପ୍ରାର୍ଥୀଙ୍କ ପାଇଁ ଲଢ଼େଇ କଠିନ ହୋଇଛି ବୋଲି ରାଜନୈତିକ ମହଲରେ ଆଲୋଚନା ହେଉଛି। ନିର୍ବାଚନ ଅକ୍ଟୋବର ୫ରେ ହେବ ଏବଂ ଅକ୍ଟୋବର ୮ରେ ଫଳାଫଳ ପ୍ରକାଶ ପାଇବ। ସାବିତ୍ରୀ କହିଛନ୍ତି ଯେ ହିସାରବାସୀଙ୍କ ସେବା ହିଁ ତାଙ୍କର ଏକମାତ୍ର ଲକ୍ଷ୍ୟ। ଦଳୀୟ ରାଜନୀତିଠାରୁ ଊର୍ଦ୍ଧ୍ୱରେ ରହି ସେ କାମ କରିବେ ବୋଲି କହିଛନ୍ତି। ତାଙ୍କ ସମର୍ଥକମାନେ ଏହି ଘୋଷଣାକୁ ସ୍ୱାଗତ କରିଛନ୍ତି। ଜିନ୍ଦଲ ପରିବାରର ହିସାର ସହ ପୁରୁଣା ସମ୍ପର୍କ ରହିଛି ଏବଂ ଅଞ୍ଚଳର ବିକାଶରେ ପରିବାରର ବଡ଼ ଭୂମିକା ରହିଆସିଛି। [998,1857,1462,2017]
mahua-photo-figure [578,761,684,957]
edition-city-day: ଭୁବନେଶ୍ୱର, ଶନିବାର, [118,19,233,34]
registration-dot-cyan [890,2316,903,2329]
laden-body-col1: ଲଣ୍ଡନ,୧୩।୯: ଅଲ୍-କାଏଦା ପ୍ରମୁଖ ଓସାମା ବିନ୍ ଲାଡେନ୍‌ଙ୍କ ପୁଅ ହମ୍‌ଜା ବିନ୍ ଲାଡେନ୍ ଜୀବିତ ଅଛନ୍ତି। ଆମେରିକୀୟ ଡ୍ରୋନ୍ ଆକ୍ରମଣରେ ମୃତ୍ୟୁ ହୋଇଥିବା ଖବରକୁ ଭୁଲ ବୋଲି ଦର୍ଶାଇ ଏକ ନୂଆ ଗୁଇନ୍ଦା ରିପୋର୍ଟ ପ୍ରକାଶ ପାଇଛି। 'ଦି ମିରର୍' ପତ୍ରିକାର ରିପୋର୍ଟ ଅନୁଯାୟୀ ହମ୍‌ଜା ଆଫଗାନିସ୍ତାନର ଏକ ଗୁପ୍ତ ଘାଟିରେ ରହି ଅଲ୍-କାଏଦାର ବାଗଡୋର ସମ୍ଭାଳିଛନ୍ତି। ପାଶ୍ଚାତ୍ୟ ଦେଶ ଉପରେ ବଡ଼ ଧରଣର ଆକ୍ରମଣ ପାଇଁ ସେ ଯୋଜନା ପ୍ରସ୍ତୁତ କରୁଥିବା କୁହାଯାଉଛି। ୨୦୧୯ରେ ଆମେରିକା ତାଙ୍କୁ ମୃତ ଘୋଷଣା କରିଥିଲା। ହେଲେ ସେ ତାଲିବାନର ସୁରକ୍ଷା ଘେରରେ ସକ୍ରିୟ ଥିବା ଦାବି କରାଯାଇଛି। ରିପୋର୍ଟରେ ଅଧିକ କୁହାଯାଇଛି ଯେ ହମ୍‌ଜା ନୂଆ ଲଢ଼ୁଆ ଗୋଷ୍ଠୀ ଗଠନ କରି ତାଲିମ ଶିବିର ଚଳାଉଛନ୍ତି। ଆଫଗାନିସ୍ତାନରେ ସଂଗଠନର ୪୪୦ରୁ ଅଧିକ ସଦସ୍ୟ ସକ୍ରିୟ ଥିବା ଆକଳନ କରାଯାଉଛି। ୨୦୧୧ରେ ପାକିସ୍ତାନର ଆବଟାବାଦରେ ଆମେରିକୀୟ ନୌସେନାର ବିଶେଷ ଅଭିଯାନରେ ଓସାମା ନିହତ ହୋଇଥିଲେ। [12,380,148,818]
healthcare-heart-icon [270,1369,334,1433]
section-rule [998,1590,1462,1591]
registration-dot-black [620,2316,633,2329]
classified-col-lost [407,1230,589,2163]
jindal-photo-caption: ସାବିତ୍ରୀ ଜିନ୍ଦଲ [1321,1820,1381,1831]
column-rule [595,1228,596,2296]
photo-person-left [896,311,976,471]
column-rule [296,92,297,1076]
masthead [0,0,1477,82]
classified-col-real-estate [15,1230,197,2088]
pm-awas-dateline: ନୂଆଦିଲ୍ଲୀ,୧୩।୯(ପି.ଟି.): [998,1147,1108,1159]
classified-ad: 1BHK Ready to move in flats available in Hi-Tech Brundaban Project near Batamangala Temple, Puri Town. 8328857872, 8895816302. D-1325 [15,1432,197,1558]
section-rule [440,697,788,698]
reader-notice-body: କ୍ଲାସିଫାଏଡ୍‌ରେ ପ୍ରକାଶିତ ବିଜ୍ଞାପନଗୁଡ଼ିକର ବିଷୟବସ୍ତୁ ସମ୍ପର୍କରେ କିଛି ପାଠକ ଅଭିଯୋଗ କରିଥାଆନ୍ତି। ଏଣୁ ପାଠକମାନେ କୌଣସି କାରବାର କରିବା ପୂର୍ବରୁ ସତ୍ୟାସତ୍ୟ ଯାଞ୍ଚ କରିନେବା ପାଇଁ ଅନୁରୋଧ। ବିଜ୍ଞାପନଦାତାଙ୍କ ଦାବି ସମ୍ପର୍କରେ ଧରିତ୍ରୀ କୌଣସି ପ୍ରମାଣପତ୍ର ଦିଏ ନାହିଁ। ଆର୍ଥିକ କାରବାର କରିବା ପୂର୍ବରୁ ସଂପୃକ୍ତ ସଂସ୍ଥା ବିଷୟରେ ଖୋଜଖବର ନେବା ବାଞ୍ଛନୀୟ। ସ୍ୱାସ୍ଥ୍ୟ ସେବା ସମ୍ବନ୍ଧୀୟ ବିଜ୍ଞାପନ କ୍ଷେତ୍ରରେ ବିଶେଷଜ୍ଞଙ୍କ ପରାମର୍ଶ ନିଅନ୍ତୁ। ଚାକିରି ବିଜ୍ଞାପନରେ ଅଗ୍ରୀମ ଅର୍ଥ ଦେବା ପୂର୍ବରୁ ସତର୍କ ରୁହନ୍ତୁ। ଜମି ଓ ଘର କିଣାବିକା କ୍ଷେତ୍ରରେ ଦଲିଲପତ୍ର ଯାଞ୍ଚ କରି ନିଜ ବିବେକରେ କାରବାର କରନ୍ତୁ। ବିଜ୍ଞାପନର ବିଷୟବସ୍ତୁ ପାଇଁ ଧରିତ୍ରୀ କର୍ତ୍ତୃପକ୍ଷ କୌଣସି ଦୃଷ୍ଟିରୁ ଦାୟୀ ରହିବେ ନାହିଁ। [211,1791,393,2125]
